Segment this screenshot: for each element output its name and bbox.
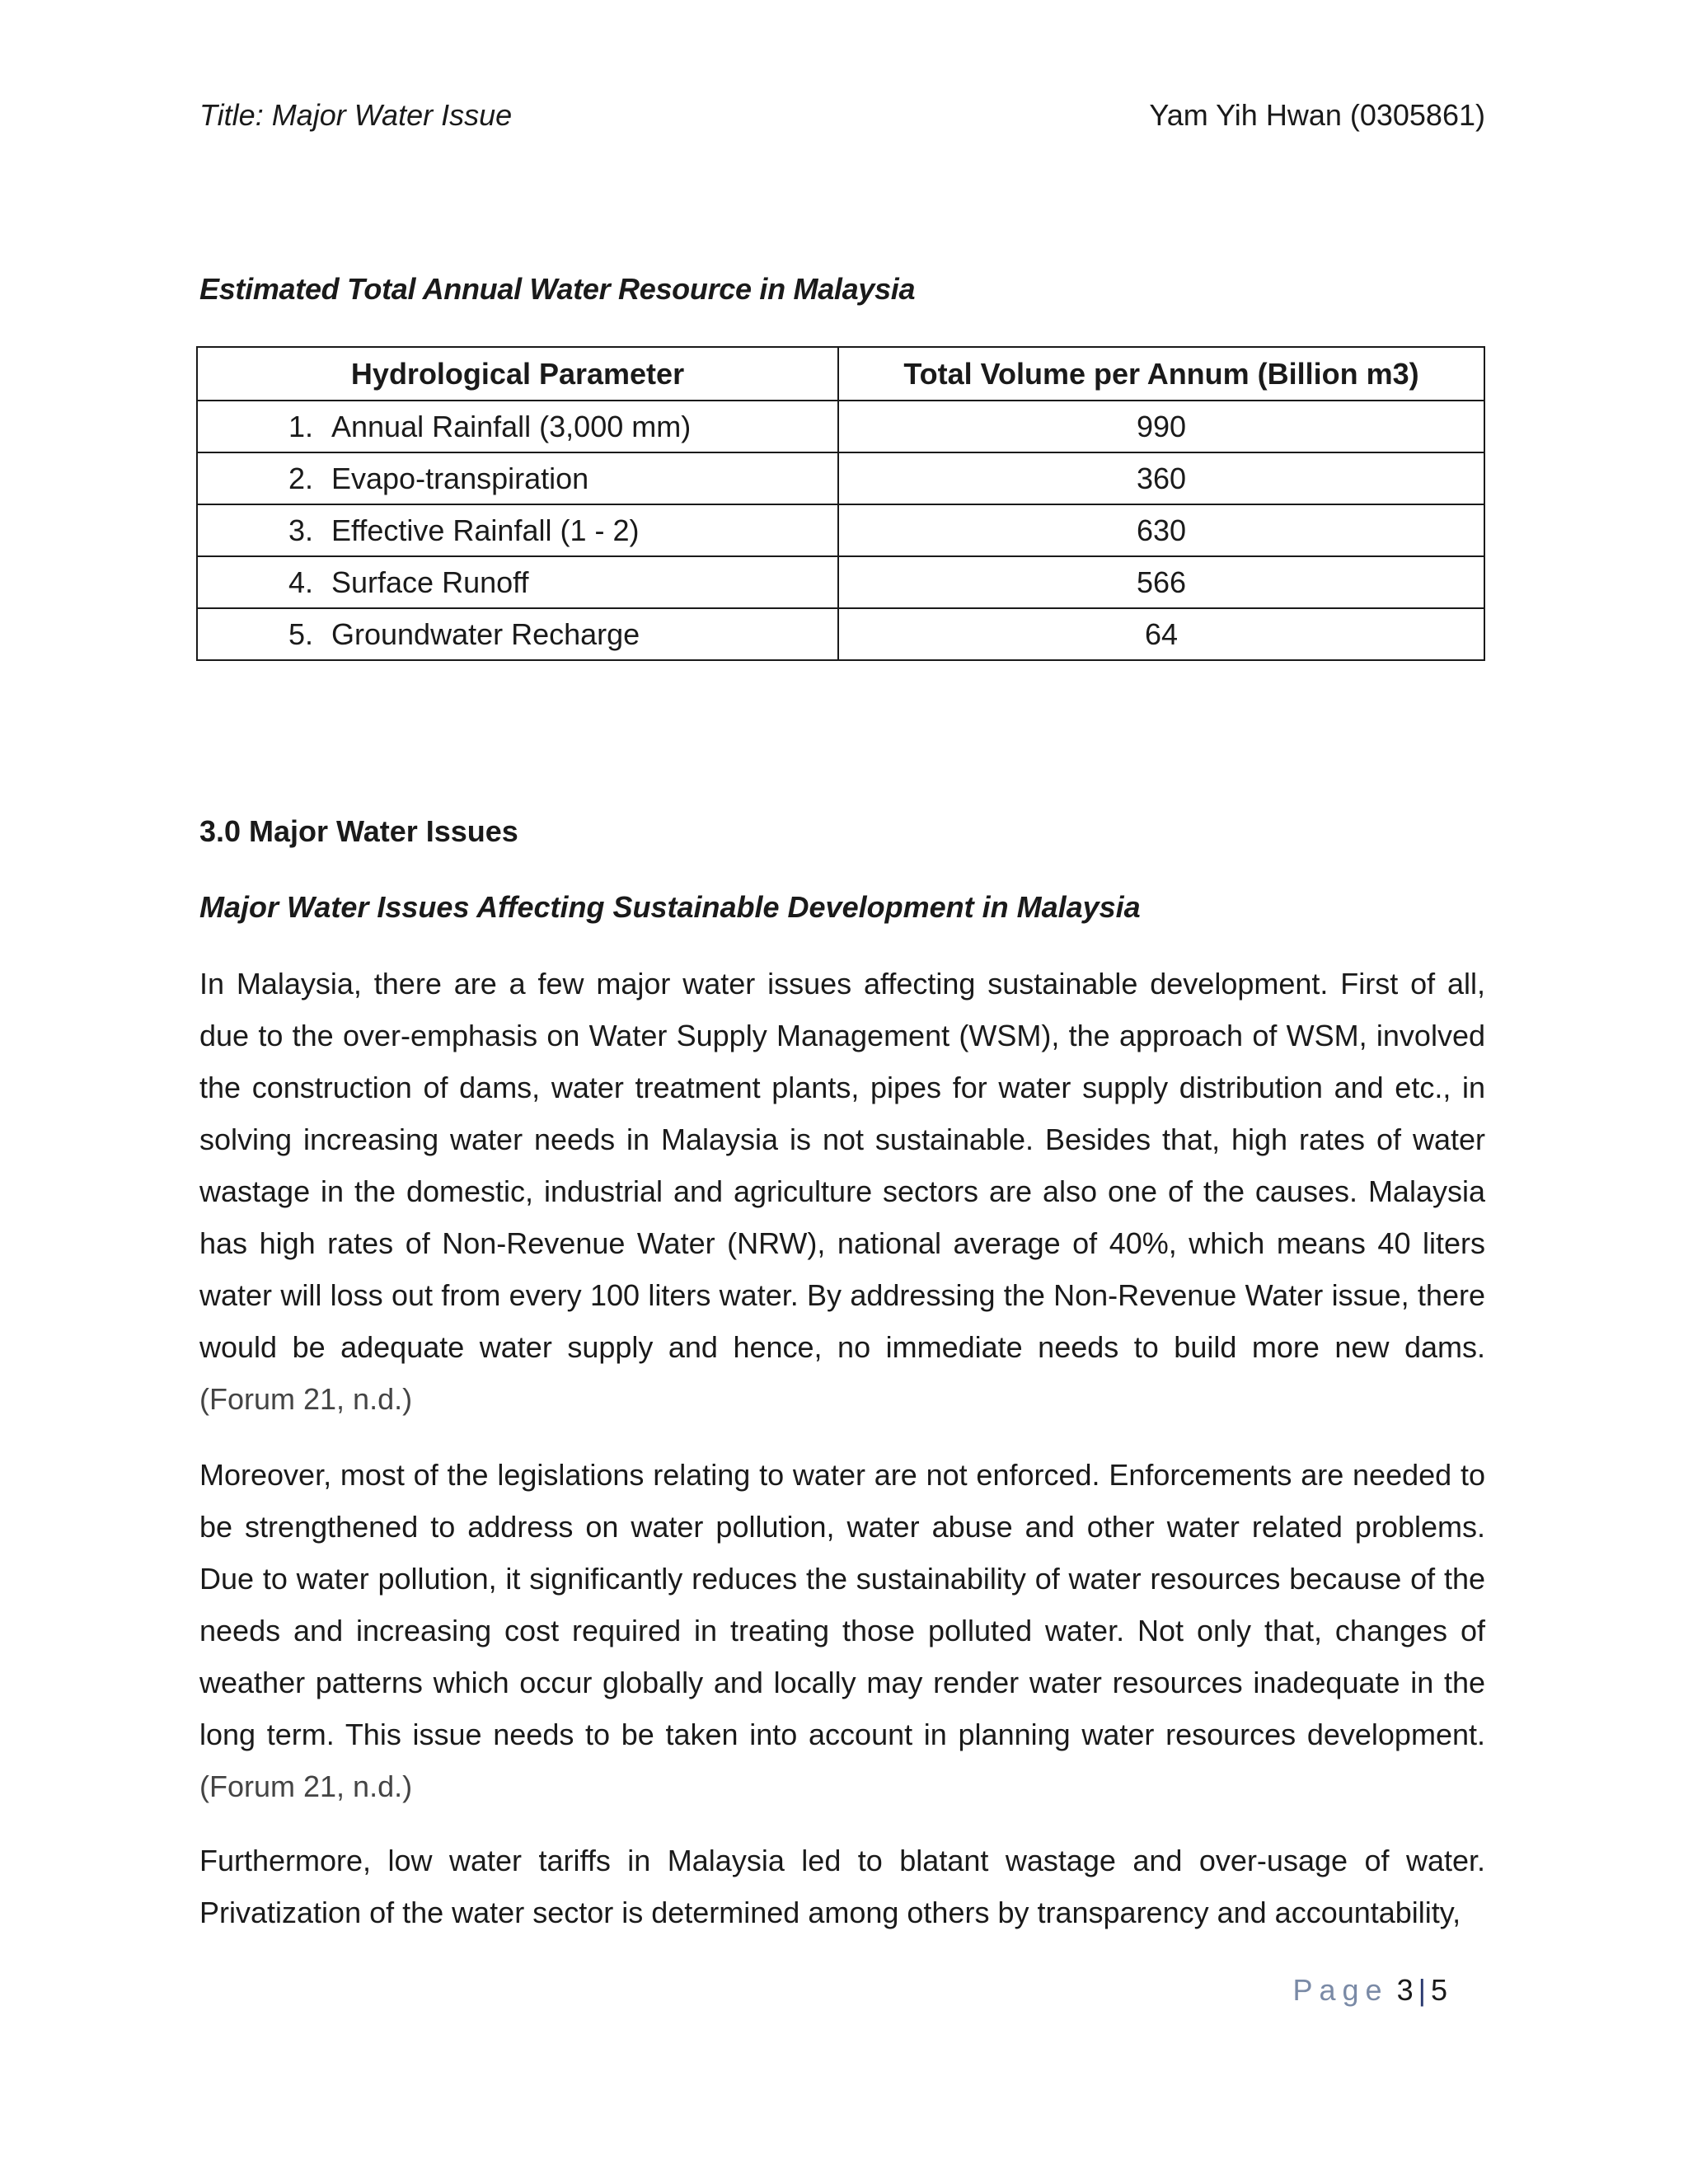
row-number: 3. [288,513,313,547]
parameter-cell [197,452,838,504]
page-header [199,97,1485,134]
page-total: 5 [1430,1973,1447,2007]
volume-cell: 566 [838,556,1484,608]
table-row [197,401,1484,452]
table-row [197,556,1484,608]
page-current: 3 [1396,1973,1414,2007]
table-row [197,452,1484,504]
parameter-name: Surface Runoff [331,565,529,599]
page-footer [1292,1973,1447,2008]
parameter-name: Evapo-transpiration [331,461,589,495]
paragraph-text: Furthermore, low water tariffs in Malaysia led to blatant wastage and over-usage of water. Privatization of the water sector is determined among others by transparency and accountability, [199,1844,1485,1929]
sub-heading: Major Water Issues Affecting Sustainable Development in Malaysia [199,890,1141,924]
table-title: Estimated Total Annual Water Resource in Malaysia [199,272,916,306]
paragraph-text: In Malaysia, there are a few major water issues affecting sustainable development. First of all, due to the over-emphasis on Water Supply Management (WSM), the approach of WSM, involved the construction of dams, water treatment plants, pipes for water supply distribution and etc., in solving increasing water needs in Malaysia is not sustainable. Besides that, high rates of water wastage in the domestic, industrial and agriculture sectors are also one of the causes. Malaysia has high rates of Non-Revenue Water (NRW), national average of 40%, which means 40 liters water will loss out from every 100 liters water. By addressing the Non-Revenue Water issue, there would be adequate water supply and hence, no immediate needs to build more new dams. [199,967,1485,1364]
table-header-row [197,347,1484,401]
parameter-cell [197,556,838,608]
citation: (Forum 21, n.d.) [199,1382,413,1416]
parameter-cell [197,608,838,660]
column-header-volume: Total Volume per Annum (Billion m3) [838,347,1484,401]
page-label: Page [1292,1973,1389,2007]
row-number: 4. [288,565,313,599]
table-row [197,608,1484,660]
volume-cell: 990 [838,401,1484,452]
parameter-name: Effective Rainfall (1 - 2) [331,513,640,547]
volume-cell: 360 [838,452,1484,504]
parameter-cell [197,401,838,452]
parameter-name: Groundwater Recharge [331,616,640,651]
paragraph [199,1449,1485,1812]
section-heading: 3.0 Major Water Issues [199,814,518,848]
water-resource-table [196,346,1485,661]
row-number: 5. [288,616,313,651]
header-author: Yam Yih Hwan (0305861) [1149,98,1485,132]
paragraph-text: Moreover, most of the legislations relating to water are not enforced. Enforcements are needed to be strengthened to address on water pollution, water abuse and other water related problems. Due to water pollution, it significantly reduces the sustainability of water resources because of the needs and increasing cost required in treating those polluted water. Not only that, changes of weather patterns which occur globally and locally may render water resources inadequate in the long term. This issue needs to be taken into account in planning water resources development. [199,1458,1485,1751]
table-row [197,504,1484,556]
page-separator: | [1418,1973,1426,2007]
volume-cell: 64 [838,608,1484,660]
column-header-parameter: Hydrological Parameter [197,347,838,401]
volume-cell: 630 [838,504,1484,556]
paragraph [199,1835,1485,1938]
parameter-name: Annual Rainfall (3,000 mm) [331,409,692,443]
paragraph [199,958,1485,1425]
citation: (Forum 21, n.d.) [199,1769,413,1803]
header-title: Title: Major Water Issue [199,98,513,132]
parameter-cell [197,504,838,556]
row-number: 1. [288,409,313,443]
row-number: 2. [288,461,313,495]
